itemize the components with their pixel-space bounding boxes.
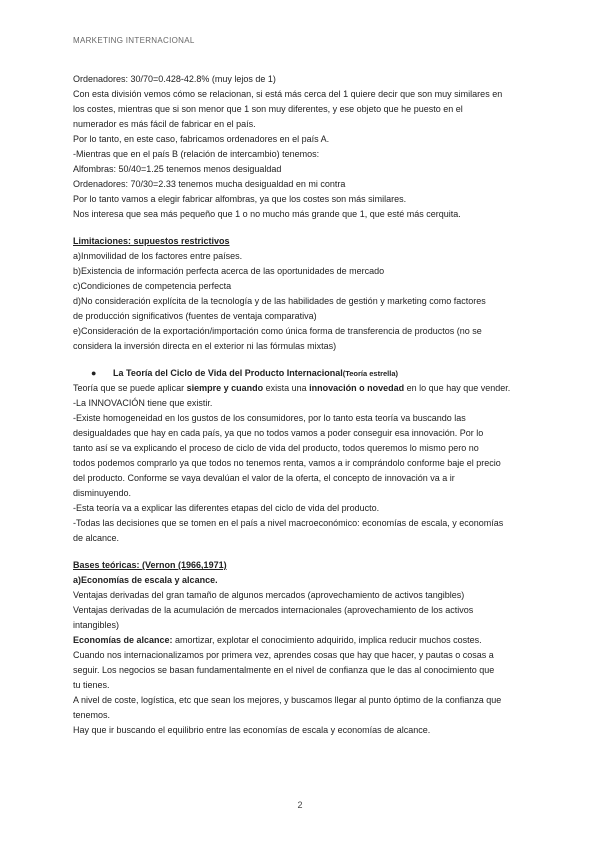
bases-line: Ventajas derivadas del gran tamaño de algunos mercados (aprovechamiento de activos tangibles) xyxy=(73,590,465,600)
alcance-term: Economías de alcance: xyxy=(73,635,173,645)
ciclo-line: desigualdades que hay en cada país, ya que no todos vamos a poder conseguir esa innovación. Por lo xyxy=(73,428,484,438)
ciclo-title xyxy=(73,366,533,381)
bases-line: Ventajas derivadas de la acumulación de mercados internacionales (aprovechamiento de los activos xyxy=(73,605,474,615)
bases-line: tu tienes. xyxy=(73,680,110,690)
bases-line: Cuando nos internacionalizamos por primera vez, aprendes cosas que hay que hacer, y pautas o cosas a xyxy=(73,650,494,660)
limitaciones-heading: Limitaciones: supuestos restrictivos xyxy=(73,236,230,246)
ciclo-title-text: La Teoría del Ciclo de Vida del Producto Internacional xyxy=(113,368,343,378)
intro-line: numerador es más fácil de fabricar en el país. xyxy=(73,119,256,129)
alcance-line xyxy=(73,633,533,648)
ciclo-line: -Todas las decisiones que se tomen en el país a nivel macroeconómico: economías de escala, y economías xyxy=(73,518,504,528)
ciclo-emphasis: siempre y cuando xyxy=(186,383,264,393)
ciclo-line: tanto así se va explicando el proceso de ciclo de vida del producto, todos queremos lo mismo pero no xyxy=(73,443,479,453)
alcance-text: amortizar, explotar el conocimiento adquirido, implica reducir muchos costes. xyxy=(172,635,482,645)
limitaciones-line: a)Inmovilidad de los factores entre países. xyxy=(73,251,243,261)
intro-line: Alfombras: 50/40=1.25 tenemos menos desigualdad xyxy=(73,164,282,174)
limitaciones-line: b)Existencia de información perfecta acerca de las oportunidades de mercado xyxy=(73,266,385,276)
bases-line: Hay que ir buscando el equilibrio entre las economías de escala y economías de alcance. xyxy=(73,725,431,735)
ciclo-line: disminuyendo. xyxy=(73,488,132,498)
ciclo-emphasis: innovación o novedad xyxy=(309,383,405,393)
limitaciones-line: considera la inversión directa en el exterior ni las fórmulas mixtas) xyxy=(73,341,337,351)
document-body xyxy=(73,72,533,738)
bases-line: tenemos. xyxy=(73,710,111,720)
bases-line: seguir. Los negocios se basan fundamentalmente en el nivel de confianza que le das al conocimiento que xyxy=(73,665,495,675)
limitaciones-line: c)Condiciones de competencia perfecta xyxy=(73,281,232,291)
page-number: 2 xyxy=(297,800,303,810)
intro-line: los costes, mientras que si son menor que 1 son muy diferentes, y ese objeto que he puesto en el xyxy=(73,104,463,114)
bases-subheading: a)Economías de escala y alcance. xyxy=(73,575,218,585)
bases-line: A nivel de coste, logística, etc que sean los mejores, y buscamos llegar al punto óptimo de la confianza que xyxy=(73,695,502,705)
ciclo-line: del producto. Conforme se vaya devalúan el valor de la oferta, el concepto de innovación va a ir xyxy=(73,473,455,483)
bases-line: intangibles) xyxy=(73,620,120,630)
ciclo-intro-text: en lo que hay que vender. xyxy=(404,383,511,393)
ciclo-line: -Existe homogeneidad en los gustos de los consumidores, por lo tanto esta teoría va buscando las xyxy=(73,413,466,423)
ciclo-line: -La INNOVACIÓN tiene que existir. xyxy=(73,398,213,408)
bases-heading: Bases teóricas: (Vernon (1966,1971) xyxy=(73,560,227,570)
intro-line: Por lo tanto vamos a elegir fabricar alfombras, ya que los costes son más similares. xyxy=(73,194,407,204)
intro-line: Ordenadores: 30/70=0.428-42.8% (muy lejos de 1) xyxy=(73,74,276,84)
document-header: MARKETING INTERNACIONAL xyxy=(73,36,195,45)
intro-line: Nos interesa que sea más pequeño que 1 o no mucho más grande que 1, que esté más cerquita. xyxy=(73,209,461,219)
ciclo-section xyxy=(73,366,533,546)
limitaciones-section xyxy=(73,234,533,354)
ciclo-line: -Esta teoría va a explicar las diferentes etapas del ciclo de vida del producto. xyxy=(73,503,380,513)
ciclo-line: de alcance. xyxy=(73,533,120,543)
limitaciones-line: d)No consideración explícita de la tecnología y de las habilidades de gestión y marketing como factores xyxy=(73,296,486,306)
ciclo-intro-text: exista una xyxy=(263,383,310,393)
limitaciones-line: de producción significativos (fuentes de ventaja comparativa) xyxy=(73,311,317,321)
bases-section xyxy=(73,558,533,738)
ciclo-intro-text: Teoría que se puede aplicar xyxy=(73,383,187,393)
ciclo-line: todos podemos comprarlo ya que todos no tenemos renta, vamos a ir comprándolo conforme baje el precio xyxy=(73,458,501,468)
intro-section xyxy=(73,72,533,222)
ciclo-title-note: (Teoría estrella) xyxy=(342,369,399,378)
ciclo-intro-line xyxy=(73,381,533,396)
intro-line: Ordenadores: 70/30=2.33 tenemos mucha desigualdad en mi contra xyxy=(73,179,346,189)
intro-line: -Mientras que en el país B (relación de intercambio) tenemos: xyxy=(73,149,320,159)
bullet-icon: ● xyxy=(91,368,97,378)
intro-line: Por lo tanto, en este caso, fabricamos ordenadores en el país A. xyxy=(73,134,330,144)
limitaciones-line: e)Consideración de la exportación/importación como única forma de transferencia de productos (no se xyxy=(73,326,482,336)
intro-line: Con esta división vemos cómo se relacionan, si está más cerca del 1 quiere decir que son muy similares en xyxy=(73,89,503,99)
